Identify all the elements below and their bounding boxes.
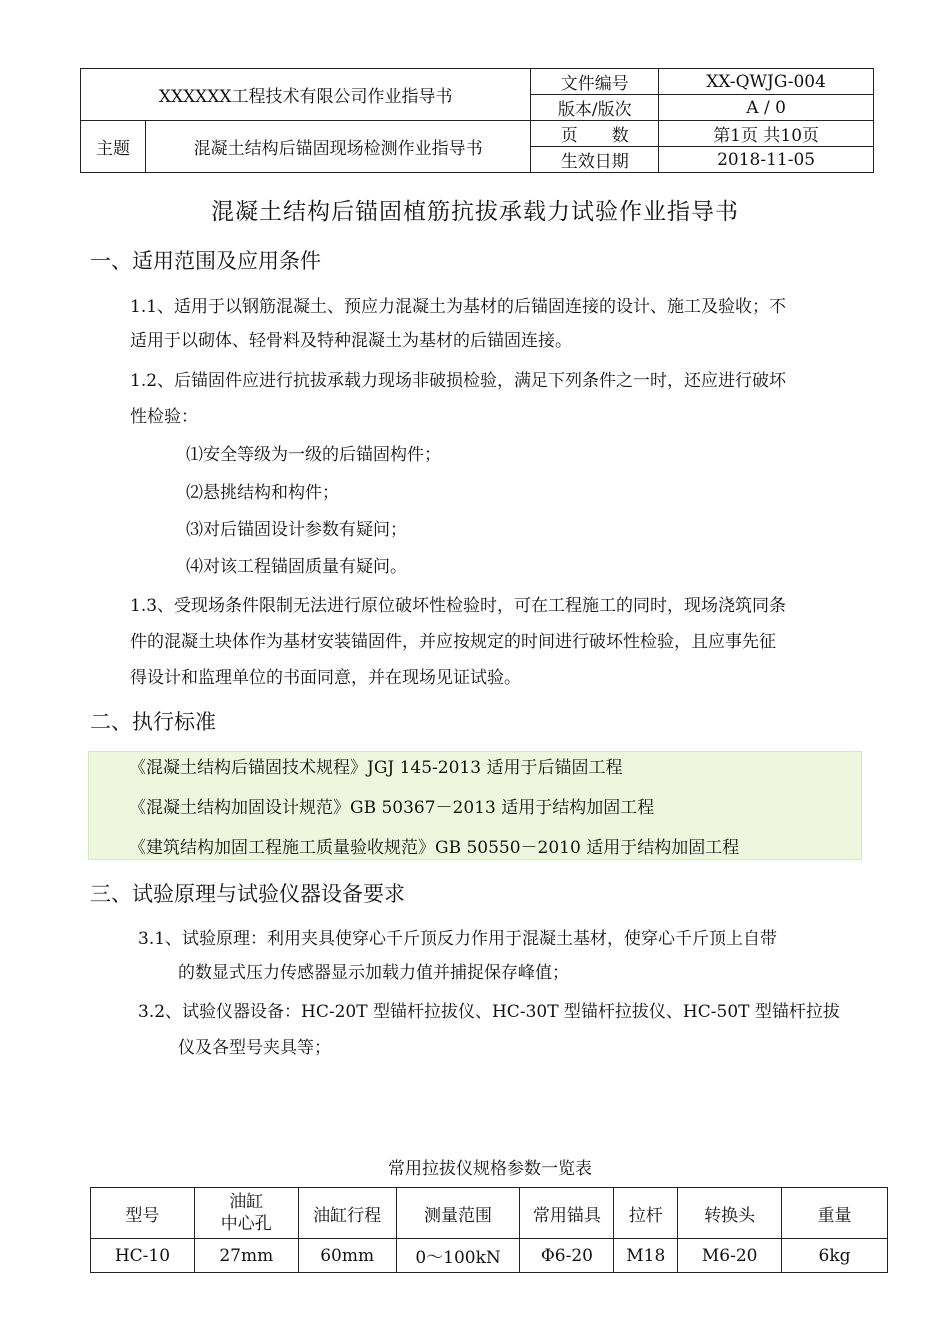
cell-cylinder-hole: 27mm [194, 1239, 298, 1273]
cell-adapter: M6-20 [678, 1239, 782, 1273]
cell-anchor: Φ6-20 [520, 1239, 614, 1273]
cell-stroke: 60mm [298, 1239, 396, 1273]
condition-item-1: ⑴安全等级为一级的后锚固构件； [186, 445, 441, 465]
subject-value: 混凝土结构后锚固现场检测作业指导书 [145, 121, 530, 173]
condition-item-2: ⑵悬挑结构和构件； [186, 483, 339, 503]
col-header-rod: 拉杆 [614, 1188, 678, 1239]
col-header-weight: 重量 [782, 1188, 888, 1239]
section-3-heading: 三、试验原理与试验仪器设备要求 [90, 882, 405, 906]
cell-range: 0～100kN [396, 1239, 520, 1273]
col-header-stroke: 油缸行程 [298, 1188, 396, 1239]
file-number-label: 文件编号 [531, 69, 659, 95]
section-3-1-line-1: 3.1、试验原理：利用夹具使穿心千斤顶反力作用于混凝土基材，使穿心千斤顶上自带 [138, 929, 778, 949]
subject-label: 主题 [81, 121, 146, 173]
standard-jgj145: 《混凝土结构后锚固技术规程》JGJ 145-2013 适用于后锚固工程 [129, 758, 623, 778]
section-1-1-line-1: 1.1、适用于以钢筋混凝土、预应力混凝土为基材的后锚固连接的设计、施工及验收；不 [130, 297, 787, 317]
section-1-heading: 一、适用范围及应用条件 [90, 249, 321, 273]
section-3-1-line-2: 的数显式压力传感器显示加载力值并捕捉保存峰值； [178, 963, 569, 983]
section-3-2-line-1: 3.2、试验仪器设备：HC-20T 型锚杆拉拔仪、HC-30T 型锚杆拉拔仪、HC-50T 型锚杆拉拔 [138, 1002, 840, 1022]
standard-gb50550: 《建筑结构加固工程施工质量验收规范》GB 50550－2010 适用于结构加固工程 [129, 838, 740, 858]
document-header-table [80, 68, 874, 173]
section-1-3-line-3: 得设计和监理单位的书面同意，并在现场见证试验。 [130, 668, 521, 688]
effective-date-label: 生效日期 [531, 147, 659, 173]
page-count-value: 第1页 共10页 [659, 121, 874, 147]
spec-table-header-row [91, 1188, 888, 1239]
col-header-adapter: 转换头 [678, 1188, 782, 1239]
condition-item-4: ⑷对该工程锚固质量有疑问。 [186, 557, 407, 577]
company-name: XXXXXX工程技术有限公司作业指导书 [81, 69, 531, 121]
standards-box [88, 751, 862, 860]
section-1-1-line-2: 适用于以砌体、轻骨料及特种混凝土为基材的后锚固连接。 [130, 331, 572, 351]
page-count-label: 页 数 [531, 121, 659, 147]
section-1-3-line-2: 件的混凝土块体作为基材安装锚固件，并应按规定的时间进行破坏性检验，且应事先征 [130, 632, 776, 652]
section-1-2-line-1: 1.2、后锚固件应进行抗拔承载力现场非破损检验，满足下列条件之一时，还应进行破坏 [130, 371, 787, 391]
section-1-3-line-1: 1.3、受现场条件限制无法进行原位破坏性检验时，可在工程施工的同时，现场浇筑同条 [130, 596, 787, 616]
col-header-anchor: 常用锚具 [520, 1188, 614, 1239]
spec-table [90, 1187, 888, 1273]
file-number-value: XX-QWJG-004 [659, 69, 874, 95]
col-header-range: 测量范围 [396, 1188, 520, 1239]
effective-date-value: 2018-11-05 [659, 147, 874, 173]
version-label: 版本/版次 [531, 95, 659, 121]
cell-model: HC-10 [91, 1239, 195, 1273]
standard-gb50367: 《混凝土结构加固设计规范》GB 50367－2013 适用于结构加固工程 [129, 798, 655, 818]
section-1-2-line-2: 性检验： [130, 407, 198, 427]
cell-weight: 6kg [782, 1239, 888, 1273]
document-title: 混凝土结构后锚固植筋抗拔承载力试验作业指导书 [211, 199, 739, 225]
condition-item-3: ⑶对后锚固设计参数有疑问； [186, 520, 407, 540]
col-header-cylinder-hole: 油缸 中心孔 [194, 1188, 298, 1239]
spec-table-caption: 常用拉拔仪规格参数一览表 [388, 1159, 592, 1179]
version-value: A / 0 [659, 95, 874, 121]
table-row [91, 1239, 888, 1273]
col-header-model: 型号 [91, 1188, 195, 1239]
section-2-heading: 二、执行标准 [90, 710, 216, 734]
cell-rod: M18 [614, 1239, 678, 1273]
section-3-2-line-2: 仪及各型号夹具等； [178, 1038, 331, 1058]
